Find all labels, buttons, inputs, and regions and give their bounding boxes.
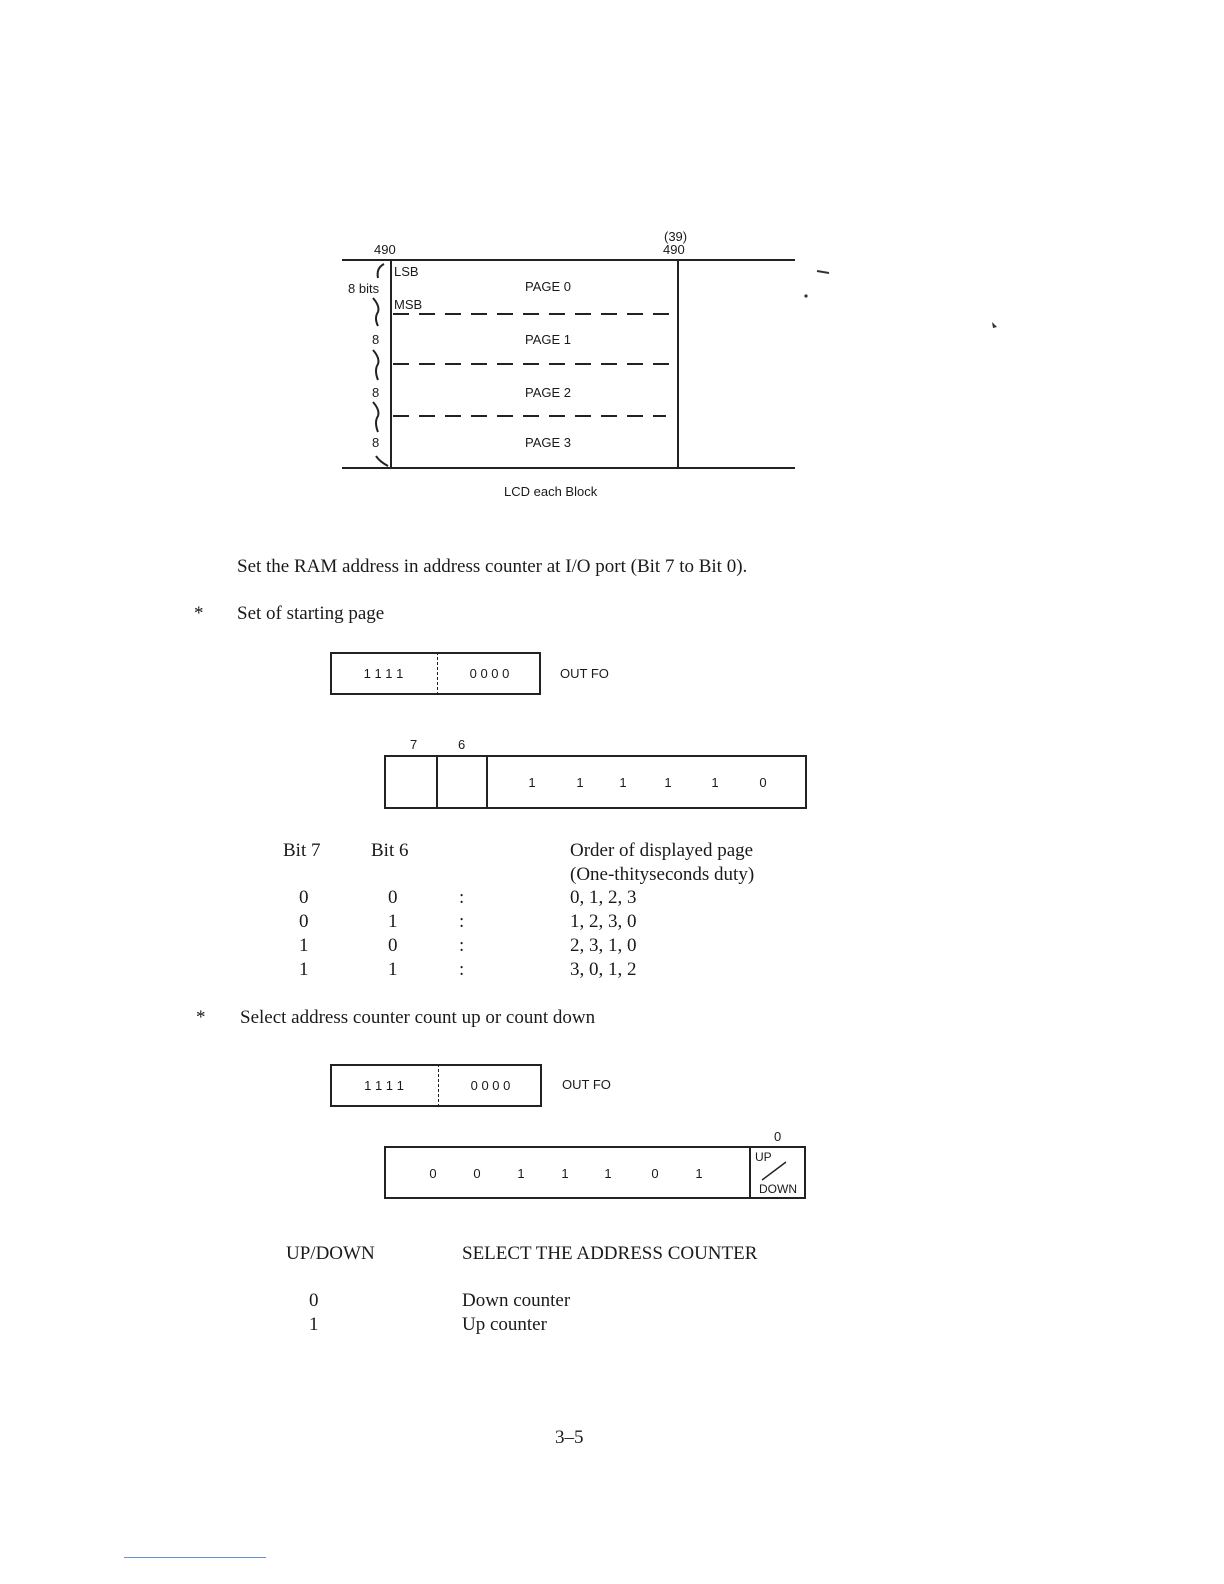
instruction-low-nibble: 0 0 0 0 [470,1078,511,1093]
table-cell-bit6: 0 [388,887,398,908]
register-divider [436,755,438,809]
page-register [384,755,807,809]
table-header-bit7: Bit 7 [283,840,321,861]
instruction-low-nibble: 0 0 0 0 [469,666,510,681]
lcd-top-right-paren: (39) [664,229,688,244]
table-separator: : [459,911,465,932]
register-bit: 1 [561,1166,569,1181]
bullet: * [194,603,204,624]
bit-6-label: 6 [458,737,466,752]
register-bit: 1 [576,775,584,790]
register-bit: 0 [473,1166,481,1181]
table-cell-bit6: 1 [388,959,398,980]
register-bit: 1 [711,775,719,790]
table-cell-bit7: 1 [299,959,309,980]
bit-0-label: 0 [774,1129,782,1144]
table-header-order: Order of displayed page [570,840,754,861]
register-bit: 0 [429,1166,437,1181]
instruction-high-nibble: 1 1 1 1 [363,666,404,681]
table-header-bit6: Bit 6 [371,840,409,861]
table-cell-value: 1 [309,1314,319,1335]
updown-up-label: UP [755,1150,772,1164]
table-cell-order: 2, 3, 1, 0 [570,935,637,956]
register-bit: 0 [759,775,767,790]
lcd-caption: LCD each Block [504,484,598,499]
bullet: * [196,1007,206,1028]
instruction-high-nibble: 1 1 1 1 [364,1078,404,1093]
msb-label: MSB [394,297,423,312]
register-bit: 1 [517,1166,525,1181]
section-heading: Set of starting page [237,603,385,624]
intro-paragraph: Set the RAM address in address counter at I/O port (Bit 7 to Bit 0). [237,556,748,577]
register-bit: 1 [664,775,672,790]
table-cell-bit6: 1 [388,911,398,932]
instruction-command: OUT FO [562,1077,611,1092]
section-heading: Select address counter count up or count down [240,1007,596,1028]
lcd-diagram-lines [0,0,1224,520]
page-3-label: PAGE 3 [524,435,571,450]
table-cell-bit7: 0 [299,911,309,932]
page-2-label: PAGE 2 [524,385,571,400]
bits-label: 8 bits [348,281,380,296]
page-0-label: PAGE 0 [524,279,571,294]
table-separator: : [459,935,465,956]
register-bit: 1 [619,775,627,790]
lsb-label: LSB [394,264,419,279]
table-header-updown: UP/DOWN [286,1243,375,1264]
table-cell-desc: Down counter [462,1290,571,1311]
page-bit-count: 8 [372,435,380,450]
lcd-top-left-label: 490 [374,242,396,257]
register-bit: 0 [651,1166,659,1181]
register-divider [486,755,488,809]
page-number: 3–5 [555,1427,584,1448]
register-bit: 1 [528,775,536,790]
table-header-select: SELECT THE ADDRESS COUNTER [462,1243,758,1264]
table-separator: : [459,887,465,908]
page-bit-count: 8 [372,332,380,347]
register-bit: 1 [695,1166,703,1181]
updown-down-label: DOWN [759,1182,797,1196]
footer-rule [124,1557,266,1558]
table-cell-bit6: 0 [388,935,398,956]
table-cell-order: 1, 2, 3, 0 [570,911,637,932]
table-cell-value: 0 [309,1290,319,1311]
table-cell-desc: Up counter [462,1314,547,1335]
table-cell-order: 0, 1, 2, 3 [570,887,637,908]
table-separator: : [459,959,465,980]
page-1-label: PAGE 1 [524,332,571,347]
register-bit: 1 [604,1166,612,1181]
lcd-top-right-label: 490 [663,242,685,257]
table-cell-bit7: 1 [299,935,309,956]
table-header-duty: (One-thityseconds duty) [570,864,755,885]
bit-7-label: 7 [410,737,418,752]
direction-register [384,1146,806,1199]
table-cell-bit7: 0 [299,887,309,908]
page-bit-count: 8 [372,385,380,400]
register-divider [749,1146,751,1199]
instruction-command: OUT FO [560,666,609,681]
table-cell-order: 3, 0, 1, 2 [570,959,637,980]
